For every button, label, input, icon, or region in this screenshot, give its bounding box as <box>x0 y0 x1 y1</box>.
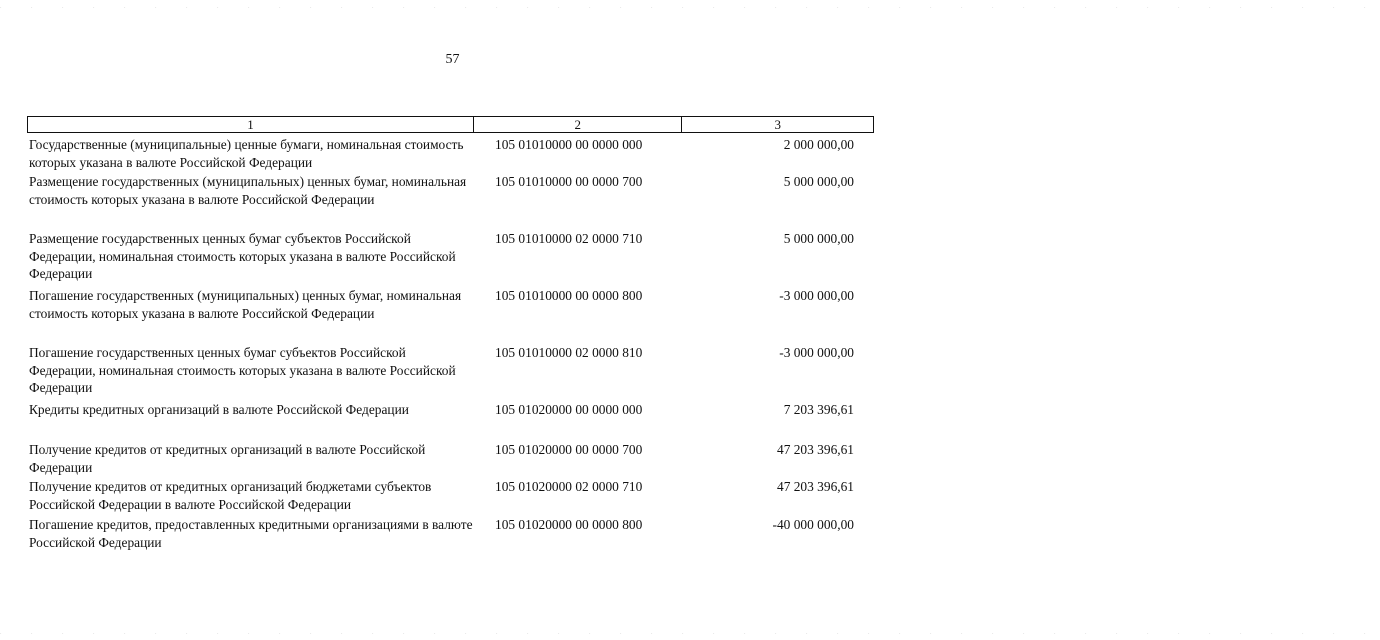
row-sum: -3 000 000,00 <box>779 345 854 360</box>
row-sum: 2 000 000,00 <box>783 137 854 152</box>
row-code: 105 01020000 00 0000 800 <box>495 517 643 532</box>
header-col-2: 2 <box>474 117 683 132</box>
row-sum: 47 203 396,61 <box>777 479 854 494</box>
row-code: 105 01010000 00 0000 000 <box>495 137 643 152</box>
table-body <box>27 136 874 553</box>
row-name: Получение кредитов от кредитных организаций бюджетами субъектов Российской Федерации в валюте Российской Федерации <box>29 479 432 512</box>
row-code: 105 01020000 00 0000 000 <box>495 402 643 417</box>
row-code: 105 01020000 00 0000 700 <box>495 442 643 457</box>
row-name: Погашение кредитов, предоставленных кредитными организациями в валюте Российской Федерации <box>29 517 473 550</box>
row-sum: 47 203 396,61 <box>777 442 854 457</box>
row-sum: -3 000 000,00 <box>779 288 854 303</box>
row-code: 105 01010000 00 0000 700 <box>495 174 643 189</box>
page-number: 57 <box>445 52 460 67</box>
table-row <box>27 173 874 230</box>
row-sum: 7 203 396,61 <box>783 402 854 417</box>
table-row <box>27 230 874 287</box>
table-row <box>27 287 874 344</box>
row-code: 105 01010000 02 0000 710 <box>495 231 643 246</box>
table-row <box>27 136 874 173</box>
row-name: Размещение государственных (муниципальных) ценных бумаг, номинальная стоимость которых указана в валюте Российской Федерации <box>29 174 467 207</box>
table-row <box>27 441 874 478</box>
row-name: Погашение государственных ценных бумаг субъектов Российской Федерации, номинальная стоимость которых указана в валюте Российской Федерации <box>29 345 456 395</box>
scan-noise-bottom: . . . . . . . . . . . . . . . . . . . . . . . . . . . . . . . . . . . . . . . . . . . . . <box>0 630 1380 636</box>
row-sum: 5 000 000,00 <box>783 231 854 246</box>
row-code: 105 01010000 00 0000 800 <box>495 288 643 303</box>
row-name: Кредиты кредитных организаций в валюте Российской Федерации <box>29 402 409 417</box>
row-name: Государственные (муниципальные) ценные бумаги, номинальная стоимость которых указана в валюте Российской Федерации <box>29 137 464 170</box>
table-row <box>27 478 874 516</box>
row-code: 105 01020000 02 0000 710 <box>495 479 643 494</box>
scan-noise-top: . . . . . . . . . . . . . . . . . . . . . . . . . . . . . . . . . . . . . . . . . . . . . <box>0 4 1380 10</box>
row-name: Размещение государственных ценных бумаг субъектов Российской Федерации, номинальная стоимость которых указана в валюте Российской Федерации <box>29 231 456 281</box>
table-row <box>27 401 874 441</box>
header-col-1: 1 <box>28 117 474 132</box>
row-name: Получение кредитов от кредитных организаций в валюте Российской Федерации <box>29 442 426 475</box>
row-sum: 5 000 000,00 <box>783 174 854 189</box>
header-col-3: 3 <box>774 117 781 132</box>
table-row <box>27 344 874 401</box>
table-row <box>27 516 874 553</box>
row-sum: -40 000 000,00 <box>772 517 854 532</box>
row-code: 105 01010000 02 0000 810 <box>495 345 643 360</box>
budget-table <box>27 116 874 553</box>
table-header <box>27 116 874 133</box>
row-name: Погашение государственных (муниципальных) ценных бумаг, номинальная стоимость которых указана в валюте Российской Федерации <box>29 288 462 321</box>
